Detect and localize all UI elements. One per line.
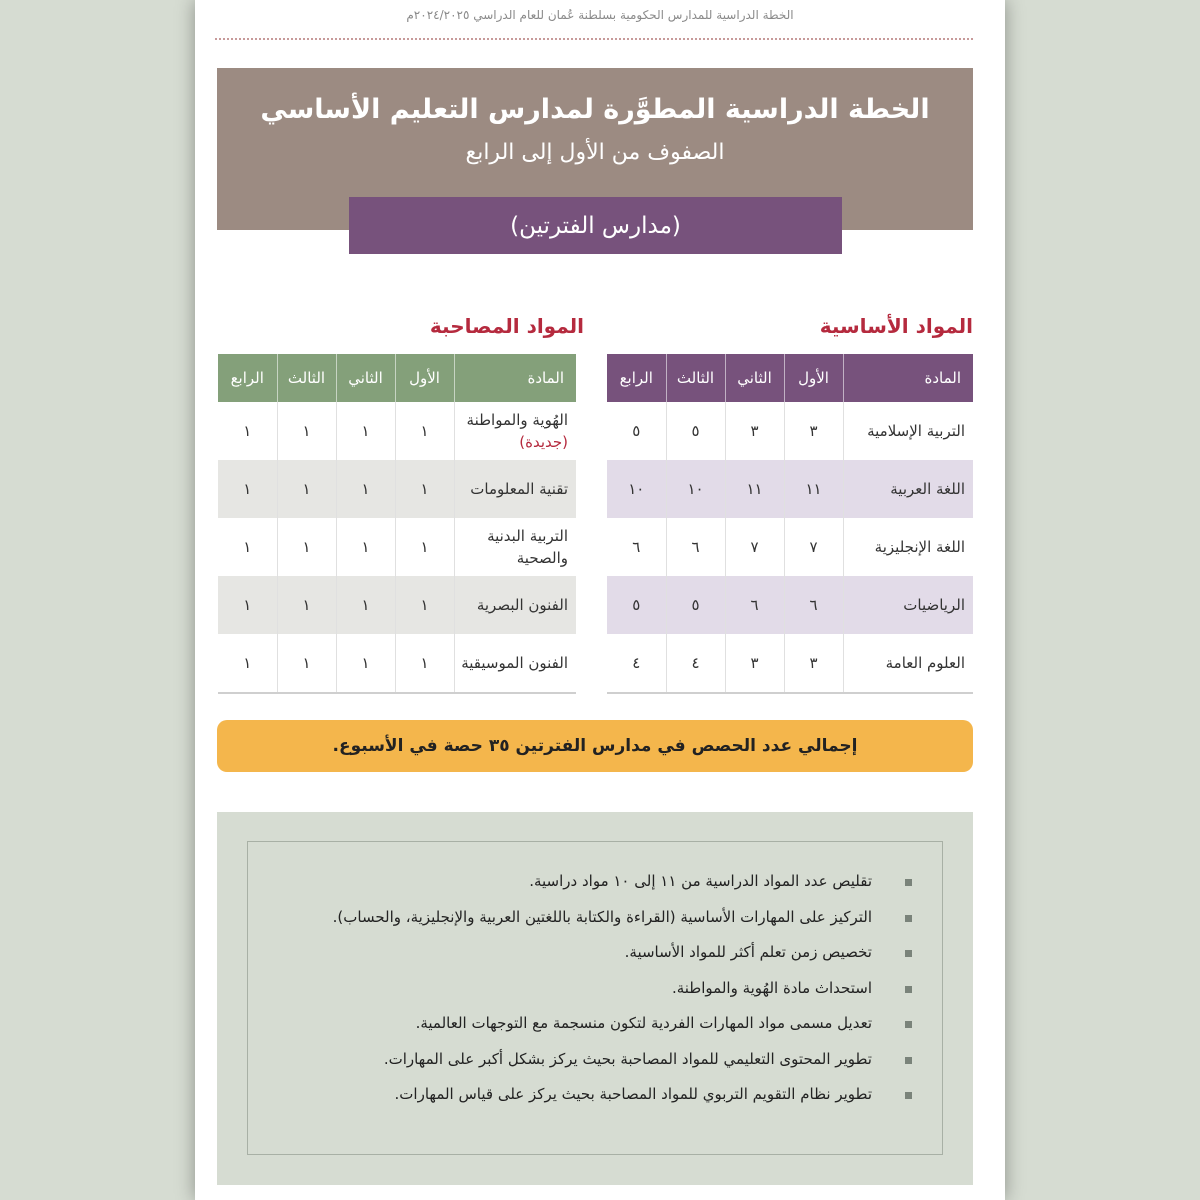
- period-count: ١: [277, 402, 336, 460]
- table-row: [607, 634, 973, 693]
- list-item: [268, 1077, 872, 1113]
- table-row: [607, 576, 973, 634]
- period-count: ٧: [784, 518, 843, 576]
- table-row: [218, 576, 576, 634]
- page-subtitle: الصفوف من الأول إلى الرابع: [465, 140, 725, 165]
- period-count: ٥: [607, 576, 666, 634]
- period-count: ٦: [632, 538, 641, 556]
- period-count: ١: [395, 460, 454, 518]
- period-count: ٦: [725, 576, 784, 634]
- header-grade-1: الأول: [784, 354, 843, 402]
- bullet-icon: [905, 986, 912, 993]
- period-count: ٧: [725, 518, 784, 576]
- subject-name: الفنون البصرية: [454, 576, 576, 634]
- companion-subjects-table: [218, 354, 576, 694]
- header-grade-2: الثاني: [336, 354, 395, 402]
- period-count: ١: [277, 634, 336, 693]
- period-count: ١: [243, 422, 252, 440]
- period-count: ١: [336, 634, 395, 693]
- period-count: ١: [243, 538, 252, 556]
- period-count: ١: [218, 576, 277, 634]
- period-count: ١: [395, 576, 454, 634]
- header-grade-2: الثاني: [725, 354, 784, 402]
- subject-name: تقنية المعلومات: [454, 460, 576, 518]
- period-count: ٥: [666, 402, 725, 460]
- running-header: الخطة الدراسية للمدارس الحكومية بسلطنة عُمان للعام الدراسي ٢٠٢٤/٢٠٢٥م: [406, 8, 794, 22]
- header-grade-3: الثالث: [666, 354, 725, 402]
- period-count: ٥: [666, 576, 725, 634]
- period-count: ١: [336, 460, 395, 518]
- list-item: [268, 971, 872, 1007]
- subject-name: العلوم العامة: [843, 634, 973, 693]
- period-count: ٣: [784, 402, 843, 460]
- note-text: استحداث مادة الهُوية والمواطنة.: [671, 978, 872, 997]
- list-item: [268, 864, 872, 900]
- period-count: ١: [395, 518, 454, 576]
- period-count: ٣: [725, 402, 784, 460]
- notes-list: [248, 842, 942, 1113]
- header-grade-4: الرابع: [607, 354, 666, 402]
- period-count: ٥: [632, 422, 641, 440]
- note-text: تخصيص زمن تعلم أكثر للمواد الأساسية.: [624, 943, 872, 961]
- period-count: ٤: [632, 654, 641, 672]
- period-count: ١١: [784, 460, 843, 518]
- table-row: [607, 460, 973, 518]
- table-row: [218, 634, 576, 693]
- subject-name: الرياضيات: [843, 576, 973, 634]
- total-periods-banner: إجمالي عدد الحصص في مدارس الفترتين ٣٥ حصة في الأسبوع.: [217, 720, 973, 772]
- period-count: ١: [395, 402, 454, 460]
- header-grade-1: الأول: [395, 354, 454, 402]
- page-title: الخطة الدراسية المطوَّرة لمدارس التعليم الأساسي: [260, 94, 930, 125]
- note-text: تطوير المحتوى التعليمي للمواد المصاحبة بحيث يركز بشكل أكبر على المهارات.: [383, 1049, 872, 1068]
- bullet-icon: [905, 1057, 912, 1064]
- note-text: تطوير نظام التقويم التربوي للمواد المصاحبة بحيث يركز على قياس المهارات.: [394, 1085, 872, 1103]
- period-count: ١: [218, 460, 277, 518]
- period-count: ٣: [784, 634, 843, 693]
- school-type-tag: (مدارس الفترتين): [349, 197, 842, 254]
- period-count: ١١: [725, 460, 784, 518]
- companion-subjects-title: المواد المصاحبة: [429, 314, 584, 338]
- note-text: تعديل مسمى مواد المهارات الفردية لتكون منسجمة مع التوجهات العالمية.: [415, 1014, 872, 1032]
- subject-label: الهُوية والمواطنة: [466, 411, 568, 429]
- subject-name: [454, 402, 576, 460]
- document-page: [195, 0, 1005, 1200]
- header-subject: المادة: [454, 354, 576, 402]
- list-item: [268, 900, 872, 936]
- list-item: [268, 935, 872, 971]
- bullet-icon: [905, 1092, 912, 1099]
- header-subject: المادة: [843, 354, 973, 402]
- list-item: [268, 1042, 872, 1078]
- period-count: ١: [277, 518, 336, 576]
- table-row: [218, 460, 576, 518]
- period-count: ٣: [725, 634, 784, 693]
- table-row: [607, 402, 973, 460]
- new-badge: (جديدة): [519, 433, 568, 451]
- table-row: [218, 402, 576, 460]
- period-count: ١: [336, 402, 395, 460]
- subject-name: التربية الإسلامية: [843, 402, 973, 460]
- note-text: تقليص عدد المواد الدراسية من ١١ إلى ١٠ مواد دراسية.: [529, 872, 872, 890]
- period-count: ١: [336, 576, 395, 634]
- core-subjects-table: [607, 354, 973, 694]
- table-row: [607, 518, 973, 576]
- table-header-row: [607, 354, 973, 402]
- period-count: ١٠: [607, 460, 666, 518]
- core-subjects-title: المواد الأساسية: [819, 314, 973, 338]
- period-count: ٤: [666, 634, 725, 693]
- period-count: ١: [395, 634, 454, 693]
- notes-box: [247, 841, 943, 1155]
- note-text: التركيز على المهارات الأساسية (القراءة والكتابة باللغتين العربية والإنجليزية، والحساب).: [332, 907, 872, 926]
- period-count: ١: [277, 576, 336, 634]
- header-divider: [215, 38, 973, 40]
- period-count: ١٠: [666, 460, 725, 518]
- table-row: [218, 518, 576, 576]
- bullet-icon: [905, 950, 912, 957]
- header-grade-3: الثالث: [277, 354, 336, 402]
- list-item: [268, 1006, 872, 1042]
- bullet-icon: [905, 879, 912, 886]
- period-count: ٦: [666, 518, 725, 576]
- subject-name: التربية البدنية والصحية: [454, 518, 576, 576]
- bullet-icon: [905, 915, 912, 922]
- subject-name: اللغة العربية: [843, 460, 973, 518]
- period-count: ١: [243, 654, 252, 672]
- header-grade-4: الرابع: [218, 354, 277, 402]
- subject-name: اللغة الإنجليزية: [843, 518, 973, 576]
- table-header-row: [218, 354, 576, 402]
- notes-panel: [217, 812, 973, 1185]
- period-count: ٦: [784, 576, 843, 634]
- period-count: ١: [277, 460, 336, 518]
- bullet-icon: [905, 1021, 912, 1028]
- subject-name: الفنون الموسيقية: [454, 634, 576, 693]
- period-count: ١: [336, 518, 395, 576]
